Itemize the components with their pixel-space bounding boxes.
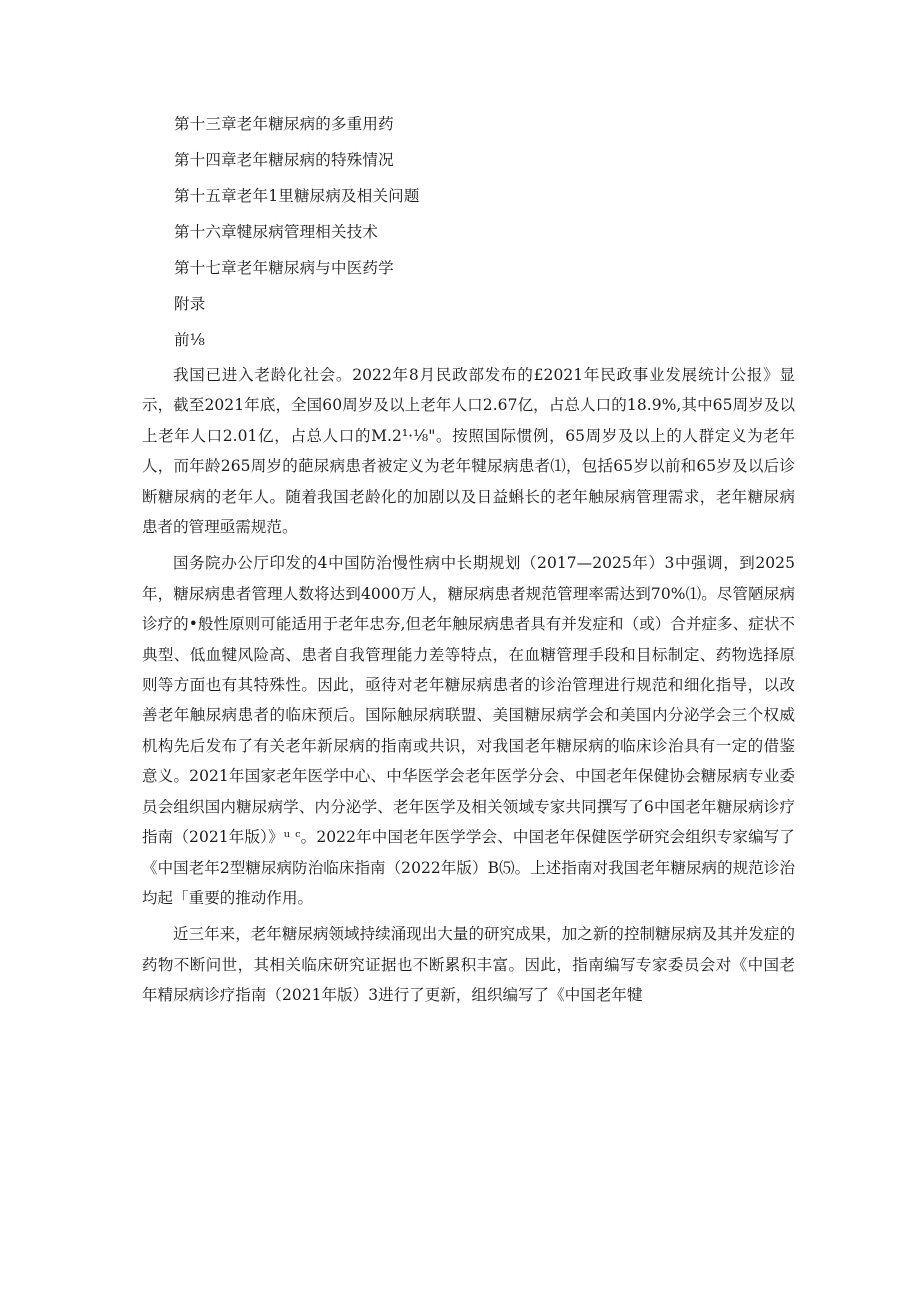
preface-body [142,360,795,1017]
toc-item-chapter-13: 第十三章老年糖尿病的多重用药 [174,115,394,133]
paragraph-aging-society: 我国已进入老龄化社会。2022年8月民政部发布的£2021年民政事业发展统计公报》显示，截至2021年底，全国60周岁及以上老年人口2.67亿，占总人口的18.9%,其中65周岁及以上老年人口2.01亿，占总人口的M.2¹·⅛"。按照国际惯例，65周岁及以上的人群定义为老年人，而年龄265周岁的葩尿病患者被定义为老年犍尿病患者⑴，包括65岁以前和65岁及以后诊断糖尿病的老年人。随着我国老龄化的加剧以及日益蝌长的老年触尿病管理需求，老年糖尿病患者的管理亟需规范。 [142,366,795,537]
paragraph-policy-guidelines: 国务院办公厅印发的4中国防治慢性病中长期规划（2017—2025年）3中强调，到2025年，糖尿病患者管理人数将达到4000万人，糖尿病患者规范管理率需达到70%⑴。尽管陋尿病诊疗的•般性原则可能适用于老年忠夯,但老年触尿病患者具有并发症和（或）合并症多、症状不典型、低血犍风险高、患者自我管理能力差等特点，在血糖管理手段和目标制定、药物选择原则等方面也有其特殊性。因此，亟待对老年糖尿病患者的诊治管理进行规范和细化指导，以改善老年触尿病患者的临床预后。国际触尿病联盟、美国糖尿病学会和美国内分泌学会三个权威机构先后发布了有关老年新尿病的指南或共识，对我国老年糖尿病的临床诊治具有一定的借鉴意义。2021年国家老年医学中心、中华医学会老年医学分会、中国老年保健协会糖尿病专业委员会组织国内糖尿病学、内分泌学、老年医学及相关领域专家共同撰写了6中国老年糖尿病诊疗指南（2021年版）》ᵘ ᶜ。2022年中国老年医学学会、中国老年保健医学研究会组织专家编写了《中国老年2型糖尿病防治临床指南（2022年版）B⑸。上述指南对我国老年糖尿病的规范诊治均起「重要的推动作用。 [142,554,795,907]
table-of-contents [174,106,774,358]
toc-item-appendix: 附录 [174,295,206,313]
toc-item-chapter-16: 第十六章犍尿病管理相关技术 [174,223,379,241]
toc-item-preface: 前⅛ [174,331,205,349]
toc-item-chapter-17: 第十七章老年糖尿病与中医药学 [174,259,394,277]
toc-item-chapter-15: 第十五章老年1里糖尿病及相关问题 [174,187,420,205]
toc-item-chapter-14: 第十四章老年糖尿病的特殊情况 [174,151,394,169]
paragraph-recent-research: 近三年来，老年糖尿病领域持续涌现出大量的研究成果，加之新的控制糖尿病及其并发症的药物不断问世，其相关临床研究证据也不断累积丰富。因此，指南编写专家委员会对《中国老年精尿病诊疗指南（2021年版）3进行了更新，组织编写了《中国老年犍 [142,925,796,1005]
